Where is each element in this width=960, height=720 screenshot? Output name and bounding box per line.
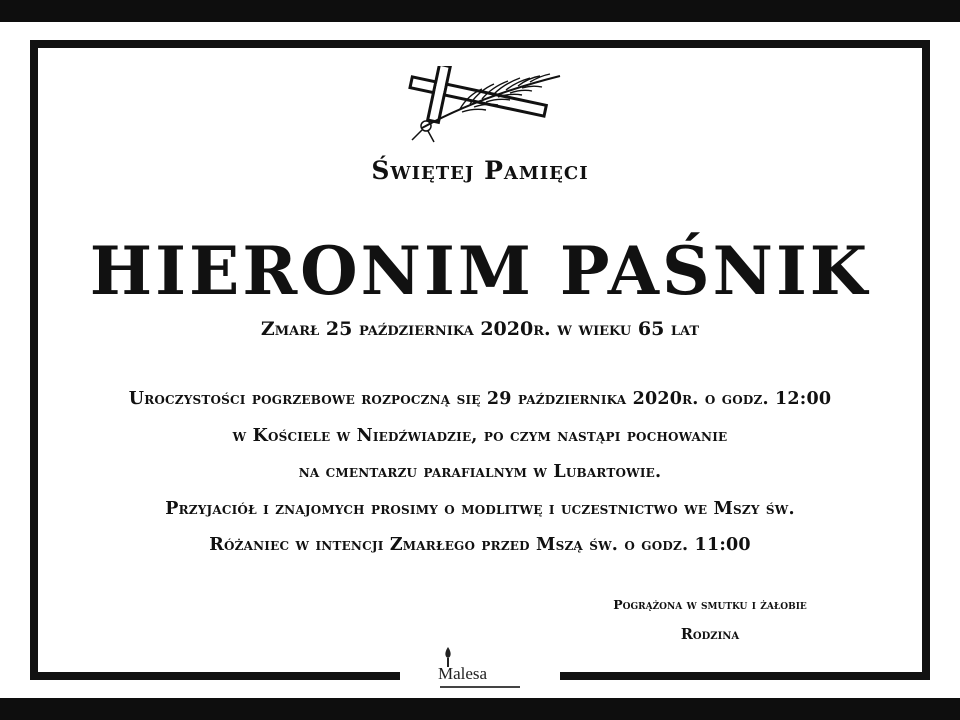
funeral-home-logo (428, 646, 528, 690)
funeral-details-line: Uroczystości pogrzebowe rozpoczną się 29 października 2020r. o godz. 12:00 (128, 389, 832, 409)
funeral-details-line: Przyjaciół i znajomych prosimy o modlitwę i uczestnictwo we Mszy św. (165, 498, 795, 519)
heading-in-memory: Świętej Pamięci (371, 156, 589, 185)
logo-underline (440, 686, 520, 688)
funeral-details-line: na cmentarzu parafialnym w Lubartowie. (298, 462, 662, 482)
death-date-line: Zmarł 25 października 2020r. w wieku 65 lat (260, 318, 700, 340)
logo-text: Malesa (438, 664, 488, 683)
signature-family: Rodzina (680, 626, 740, 643)
frame-border-top (30, 40, 930, 48)
frame-border-bottom-right (560, 672, 930, 680)
cross-with-palm-icon (400, 66, 570, 146)
frame-border-left (30, 40, 38, 680)
frame-border-bottom-left (30, 672, 400, 680)
funeral-details-line: w Kościele w Niedźwiadzie, po czym nastąpi pochowanie (232, 425, 728, 446)
deceased-name: HIERONIM PAŚNIK (89, 232, 871, 310)
funeral-details (0, 384, 960, 567)
signature-mourning: Pogrążona w smutku i żałobie (613, 597, 807, 612)
frame-border-right (922, 40, 930, 680)
funeral-details-line: Różaniec w intencji Zmarłego przed Mszą św. o godz. 11:00 (209, 535, 751, 555)
